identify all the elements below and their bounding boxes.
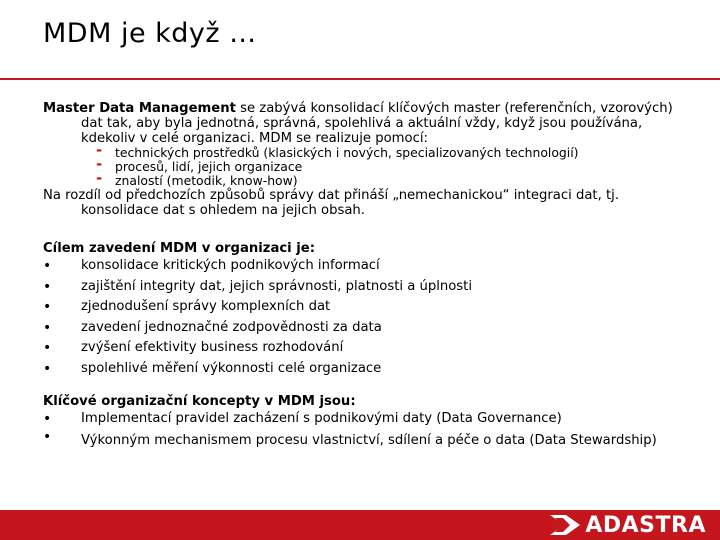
list-item: • Implementací pravidel zacházení s podnikovými daty (Data Governance) (43, 409, 683, 430)
dash-bullet-icon: - (96, 141, 103, 159)
dash-bullet-icon: - (96, 155, 103, 173)
bullet-icon: • (43, 319, 52, 336)
bullet-icon: • (43, 258, 52, 274)
goals-list (43, 256, 683, 379)
adastra-chevron-icon (550, 515, 580, 535)
intro-paragraph (43, 101, 683, 146)
slide-body (43, 101, 683, 448)
bullet-icon: • (43, 299, 52, 315)
list-item: • zjednodušení správy komplexních dat (43, 297, 683, 318)
logo-wordmark: ADASTRA (585, 512, 706, 538)
means-list (43, 141, 683, 188)
intro-lead-bold: Master Data Management (43, 101, 236, 116)
list-item: - znalostí (metodik, know-how) (96, 169, 298, 188)
title-divider (0, 78, 720, 80)
list-item: • konsolidace kritických podnikových informací (43, 256, 683, 277)
bullet-icon: • (43, 278, 52, 295)
dash-bullet-icon: - (96, 169, 103, 187)
bullet-icon: • (43, 428, 52, 445)
list-item: • Výkonným mechanismem procesu vlastnictví, sdílení a péče o data (Data Stewardship) (43, 428, 657, 448)
slide-title: MDM je když … (43, 18, 257, 49)
adastra-logo (550, 513, 706, 537)
list-item: • zajištění integrity dat, jejich správnosti, platnosti a úplnosti (43, 277, 683, 298)
concepts-list (43, 409, 683, 448)
concepts-heading: Klíčové organizační koncepty v MDM jsou: (43, 394, 356, 409)
goals-heading: Cílem zavedení MDM v organizaci je: (43, 241, 316, 256)
bullet-icon: • (43, 340, 52, 356)
list-item: • zvýšení efektivity business rozhodování (43, 338, 683, 359)
footer-bar (0, 510, 720, 540)
closing-paragraph: Na rozdíl od předchozích způsobů správy dat přináší „nemechanickou“ integraci dat, tj. konsolidace dat s ohledem na jejich obsah. (43, 188, 620, 218)
bullet-icon: • (43, 411, 52, 427)
list-item: • spolehlivé měření výkonnosti celé organizace (43, 359, 683, 380)
intro-lead-text: se zabývá konsolidací klíčových master (referenčních, vzorových) dat tak, aby byla jednotná, správná, spolehlivá a aktuální vždy, když jsou používána, kdekoliv v celé organizaci. MDM se realizuje pomocí: (81, 101, 673, 146)
bullet-icon: • (43, 360, 52, 377)
list-item: • zavedení jednoznačné zodpovědnosti za data (43, 318, 683, 339)
list-item: - technických prostředků (klasických i nových, specializovaných technologií) (96, 141, 579, 160)
list-item: - procesů, lidí, jejich organizace (96, 155, 303, 174)
